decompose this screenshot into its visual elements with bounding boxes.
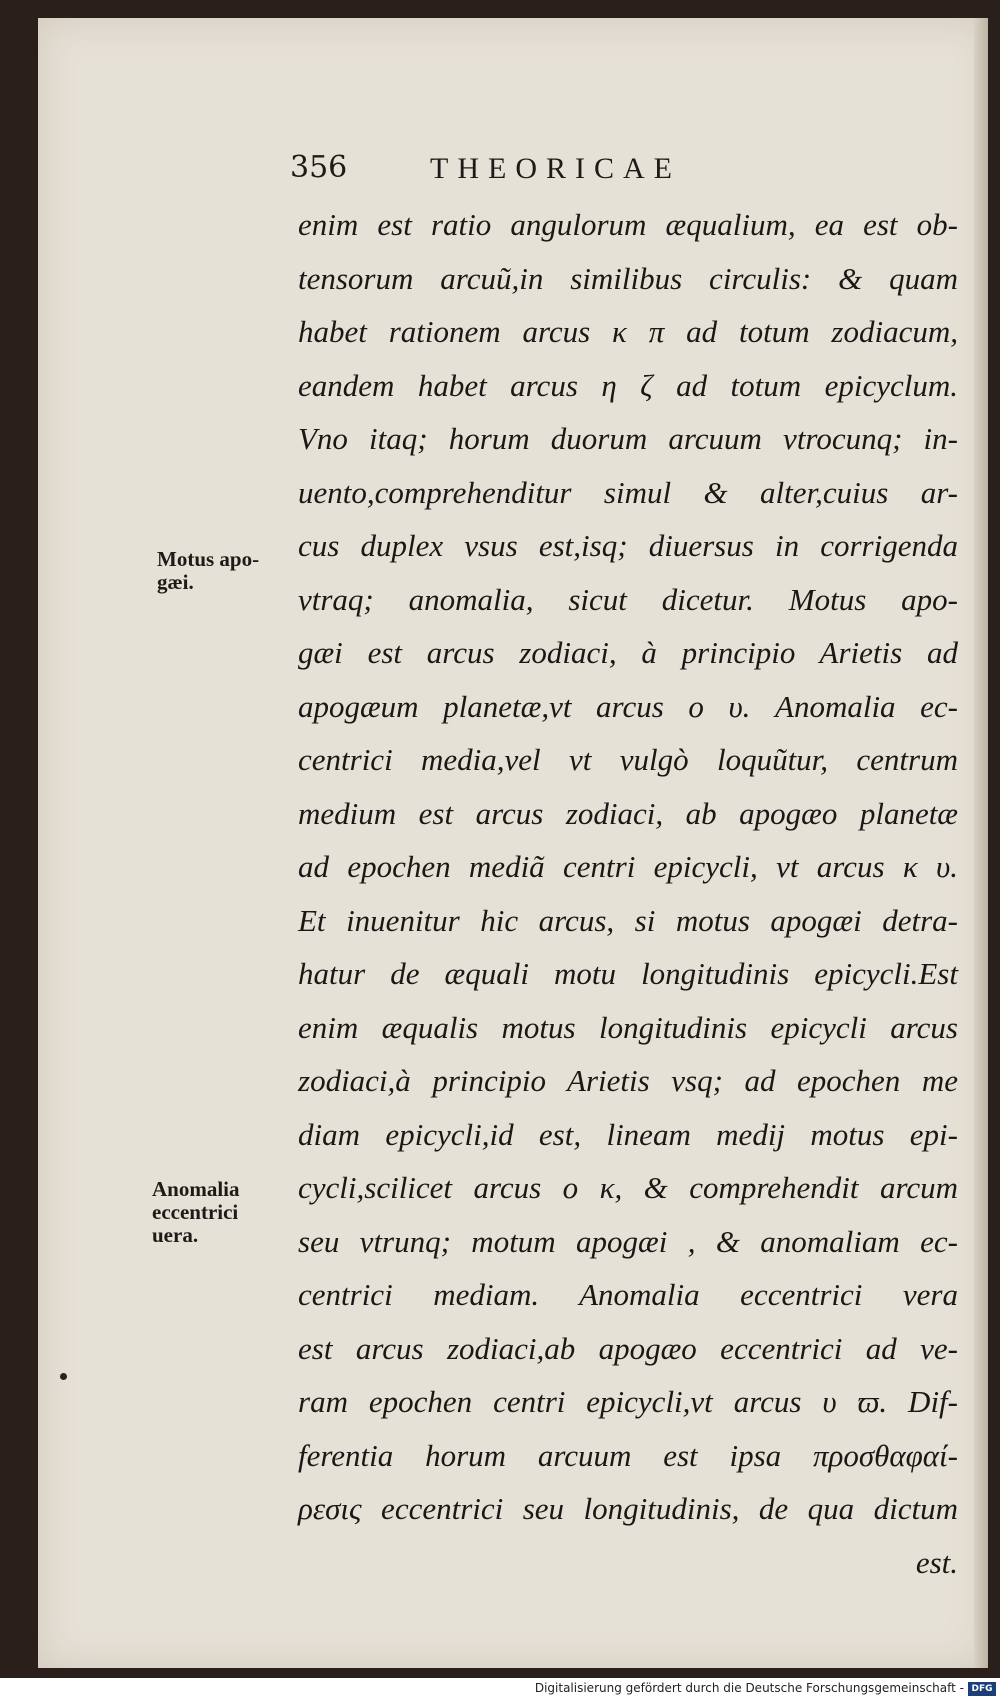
page-number: 356 — [290, 150, 348, 185]
ink-spot — [60, 1373, 67, 1380]
text-line: cycli,scilicet arcus ο κ, & comprehendit arcum — [298, 1170, 958, 1205]
margin-note-motus-apogaei — [157, 548, 259, 594]
text-line: ρεσις eccentrici seu longitudinis, de qua dictum — [298, 1491, 958, 1526]
running-head — [290, 150, 770, 190]
dfg-logo: DFG — [968, 1682, 996, 1696]
text-line: gæi est arcus zodiaci, à principio Arietis ad — [298, 635, 958, 670]
margin-note-anomalia-eccentrici — [152, 1178, 240, 1247]
text-line: apogæum planetæ,vt arcus ο υ. Anomalia ec- — [298, 688, 958, 724]
text-line: est arcus zodiaci,ab apogæo eccentrici ad ve- — [298, 1330, 958, 1366]
text-line: enim æqualis motus longitudinis epicycli arcus — [298, 1009, 958, 1045]
text-line: uento,comprehenditur simul & alter,cuius ar- — [298, 474, 958, 510]
text-line: centrici mediam. Anomalia eccentrici vera — [298, 1277, 958, 1312]
text-line: Vno itaq; horum duorum arcuum vtrocunq; in- — [298, 421, 958, 456]
text-line: ram epochen centri epicycli,vt arcus υ ϖ. Dif- — [298, 1384, 958, 1419]
text-line: Et inuenitur hic arcus, si motus apogæi detra- — [298, 902, 958, 938]
page-edge — [974, 18, 988, 1668]
text-line: enim est ratio angulorum æqualium, ea est ob- — [298, 207, 958, 242]
text-line: diam epicycli,id est, lineam medij motus epi- — [298, 1116, 958, 1152]
margin-note-line: eccentrici — [152, 1200, 239, 1224]
text-line: hatur de æquali motu longitudinis epicycli.Est — [298, 956, 958, 991]
catchword: est. — [915, 1544, 958, 1580]
text-line: centrici media,vel vt vulgò loquũtur, centrum — [298, 742, 958, 777]
funding-notice: Digitalisierung gefördert durch die Deutsche Forschungsgemeinschaft - — [534, 1681, 964, 1695]
body-text — [298, 198, 958, 1589]
text-line: eandem habet arcus η ζ ad totum epicyclum. — [298, 367, 958, 403]
text-line: tensorum arcuũ,in similibus circulis: & quam — [298, 260, 958, 296]
margin-note-line: gæi. — [157, 570, 194, 594]
text-line: medium est arcus zodiaci, ab apogæo planetæ — [298, 795, 958, 831]
page-title: THEORICAE — [430, 152, 681, 185]
text-line: ferentia horum arcuum est ipsa προσθαφαί- — [298, 1437, 958, 1473]
text-line: seu vtrunq; motum apogæi , & anomaliam ec- — [298, 1223, 958, 1259]
text-line: zodiaci,à principio Arietis vsq; ad epochen me — [298, 1063, 958, 1098]
text-line: cus duplex vsus est,isq; diuersus in corrigenda — [298, 528, 958, 563]
text-line: vtraq; anomalia, sicut dicetur. Motus apo- — [298, 581, 958, 617]
text-line: ad epochen mediã centri epicycli, vt arcus κ υ. — [298, 849, 958, 884]
text-line: habet rationem arcus κ π ad totum zodiacum, — [298, 314, 958, 349]
margin-note-line: Anomalia — [152, 1177, 240, 1201]
margin-note-line: Motus apo- — [157, 547, 260, 571]
margin-note-line: uera. — [152, 1223, 199, 1247]
footer-bar — [0, 1678, 1000, 1701]
